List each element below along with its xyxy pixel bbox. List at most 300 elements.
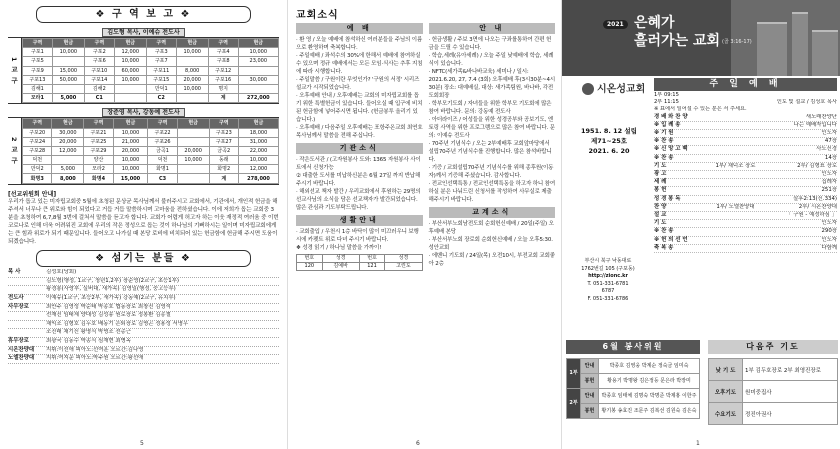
- server-names: 전재진 임태체 양대성 김성송 원로장로 정봉환 김종철: [46, 312, 171, 319]
- table-cell: 31,000: [239, 137, 279, 146]
- server-names: 황경봉(사랑부, 실버대, 새가족) 김영일(행정, 중고등부): [46, 286, 176, 293]
- table-cell: 30,000: [52, 128, 84, 137]
- cover-title: 은혜가 흘러가는 교회: [634, 15, 721, 49]
- worship-item-leader: [704, 155, 767, 162]
- table-cell: [177, 128, 209, 137]
- header-cell: 구역: [148, 119, 177, 128]
- mission-notice-body: 우리가 돕고 있는 미자립교회중 5월에 초청된 문상균 목사님께서 불러주시고 교회에서, 기관에서, 개인적 헌금을 해 주셔서 너무나 큰 위로와 힘이 되었다고 거듭 거듭 말씀하시며 고마움을 전하셨습니다. 이에 저희가 돕는 교회중 3분을 초청하여 6,7,8월 3번에 걸쳐서 말씀을 듣고자 합니다. 교회가 어렵게 허고자 하는 이웃 재정적 여러움 중 이번 코로나로 인해 더욱 어려워진 교회에 우리의 작은 정성으로 돕는 것이 하나님의 기뻐하시는 일이며 미자립교회에게는 큰 힘과 위로가 되기 때문입니다. 들어오고 나가실 때 본당 로비에 비치되어 있는 헌금함에 헌금해 주시면 도움이 되겠습니다.: [8, 198, 279, 246]
- table-cell: 15,000: [113, 174, 148, 183]
- address-line: http://zionc.kr: [588, 273, 628, 279]
- table-cell: 구포2: [84, 48, 114, 57]
- names-cell: 황용기 박명왕 김은정등 문은라 박장미: [599, 374, 700, 389]
- news-item: · 학습,세례(유아세례) / 오늘 주일 낮예배에 학습, 세례식이 있습니다.: [428, 53, 554, 67]
- worship-item-detail: 인도자: [821, 171, 837, 178]
- table-cell: 10,000: [239, 156, 279, 165]
- table-cell: 20,000: [176, 75, 208, 84]
- prayer-type: 낮 기 도: [709, 359, 743, 381]
- worship-item-detail: 사도신경: [816, 146, 837, 153]
- table-cell: 구포15: [146, 75, 176, 84]
- table-cell: 계: [209, 174, 238, 183]
- table-cell: 12,000: [52, 146, 84, 155]
- table-cell: 10,000: [238, 48, 278, 57]
- server-row: [8, 269, 279, 278]
- worship-item-name: ※ 헌 의 선 언: [654, 236, 688, 243]
- header-cell: 구역: [208, 39, 238, 48]
- header-cell: 구역: [84, 119, 113, 128]
- table-row: [23, 57, 279, 66]
- server-names: 지휘:여지운 피아노:박주원 오르간:황선애: [46, 355, 144, 362]
- worship-item-leader: [704, 130, 767, 137]
- names-cell: 황기봉 송효진 조문주 김복선 김원숙 김은숙: [599, 404, 700, 419]
- table-cell: 성경: [322, 255, 359, 263]
- worship-item: [654, 179, 837, 187]
- table-row: [709, 359, 838, 381]
- table-cell: 구포10: [84, 66, 114, 75]
- table-row: [23, 48, 279, 57]
- table-cell: 구포9: [23, 66, 53, 75]
- prayer-type: 오후기도: [709, 381, 743, 403]
- server-role: [8, 286, 46, 294]
- table-row: [297, 255, 423, 263]
- table-cell: 고린도: [385, 263, 422, 271]
- news-item: · 70주년 기념식수 / 오는 2부예배후 교회앞마당에서 설립70주년 기념식수를 진행합니다. 많은 참석바랍니다.: [428, 141, 552, 163]
- worship-item: [654, 187, 837, 195]
- table-row: [567, 404, 700, 419]
- life-guide-label: 생활안내: [296, 215, 423, 226]
- worship-item-name: ※ 신 앙 고 백: [654, 146, 688, 153]
- address-line: 부산시 북구 낙동대로: [584, 258, 632, 264]
- worship-item: [654, 204, 837, 212]
- prayer-names: 1부 김두호장로 2부 최영진장로: [743, 359, 838, 381]
- issue-line: 1951. 8. 12 설립: [581, 127, 637, 135]
- worship-item-leader: [704, 237, 767, 244]
- table-cell: 10,000: [113, 165, 148, 174]
- worship-item-leader: [704, 171, 767, 178]
- role-cell: 봉헌: [581, 404, 599, 419]
- prayer-title: 다음주 기도: [708, 340, 838, 354]
- server-role: 휴무장로: [8, 337, 29, 344]
- cover-panel: [561, 0, 840, 449]
- table-cell: [114, 94, 146, 103]
- server-row: [8, 347, 279, 356]
- table-cell: 21,000: [113, 137, 148, 146]
- table-row: [23, 94, 279, 103]
- worship-item-name: 성 경 봉 독: [654, 195, 681, 202]
- table-cell: 화명3: [23, 174, 52, 183]
- cover-verse: (골 3:16-17): [722, 39, 752, 45]
- address-line: 6787: [601, 288, 615, 294]
- table-cell: 10,000: [114, 57, 146, 66]
- header-cell: 현금: [176, 39, 208, 48]
- table-cell: 10,000: [113, 128, 148, 137]
- worship-item: [654, 245, 837, 253]
- volunteers-title: 6월 봉사위원: [566, 340, 700, 354]
- worship-times: 1부 09:15 2부 11:15 인도 및 설교 / 김성호 목사 ※ 표에서 일어설 수 있는 분은 서 주세요.: [654, 92, 837, 113]
- table-cell: 구포16: [208, 75, 238, 84]
- table-cell: C1: [84, 94, 114, 103]
- table-cell: 구포1: [23, 48, 53, 57]
- table-cell: 모라2: [84, 165, 113, 174]
- header-cell: 구역: [23, 119, 52, 128]
- table-cell: 구포5: [23, 57, 53, 66]
- header-cell: 현금: [177, 119, 209, 128]
- server-names: 최광국 김동수 박종식 심재현 최병옥: [46, 337, 131, 344]
- district1-pastor: 김도형 목사, 이예슈 전도사: [8, 28, 279, 37]
- header-cell: 현금: [114, 39, 146, 48]
- table-header-row: [23, 119, 279, 128]
- servers-list: [8, 269, 279, 364]
- table-cell: 8,000: [176, 66, 208, 75]
- guide-label: 안 내: [429, 23, 556, 34]
- worship-item-name: ※ 찬 송: [654, 228, 674, 235]
- worship-item-leader: [704, 138, 767, 145]
- table-row: [23, 84, 279, 93]
- news-item: · 학부모기도회 / 자녀들을 위한 학부모 기도회에 많은 참여 바랍니다. 문의: 강동예 전도사: [428, 101, 552, 115]
- worship-item-detail: 인도자: [821, 130, 837, 137]
- server-row: [8, 286, 279, 295]
- table-cell: 구포4: [208, 48, 238, 57]
- table-cell: 12,000: [239, 165, 279, 174]
- worship-item-leader: [704, 212, 767, 219]
- header-cell: 구역: [209, 119, 238, 128]
- table-cell: 화명4: [84, 174, 113, 183]
- role-cell: 안내: [581, 359, 599, 374]
- header-cell: 현금: [52, 119, 84, 128]
- worship-order: [654, 78, 837, 253]
- news-item: · 아더라이즈 / 어성들을 위한 성경공부와 공보기도, 엔토링 사역을 위한 프로그램으로 많은 참여 바랍니다. 문의: 이예슈 전도사: [428, 117, 555, 139]
- address-line: 1762번길 105 (구포동): [581, 265, 635, 272]
- worship-item-name: ※ 찬 송: [654, 138, 674, 145]
- table-row: [709, 403, 838, 425]
- worship-item-detail: 2부/ 시온찬양대: [798, 203, 837, 210]
- news-item: · 환 영 / 오늘 예배에 참석하신 여러분들을 주님의 이름으로 환영하며 축복합니다.: [296, 37, 423, 51]
- table-cell: 구포13: [23, 75, 53, 84]
- server-row: [8, 321, 279, 330]
- table-cell: 구포8: [208, 57, 238, 66]
- worship-item-name: 축 복 송: [654, 244, 674, 251]
- server-row: [8, 278, 279, 287]
- denomination-news-label: 교계소식: [429, 207, 556, 218]
- news-item: · 부산서부노회 장로회 순회헌신예배 / 오늘 오후5:30. 성안교회: [428, 237, 553, 251]
- worship-item-detail: 2부/ 김형표 장로: [797, 162, 837, 169]
- table-cell: 구포14: [84, 75, 114, 84]
- table-cell: 10,000: [52, 48, 84, 57]
- table-cell: 구포26: [148, 137, 177, 146]
- server-row: [8, 329, 279, 338]
- server-row: [8, 312, 279, 321]
- table-cell: 덕천: [148, 156, 177, 165]
- table-cell: 양산: [84, 156, 113, 165]
- table-cell: 구포22: [148, 128, 177, 137]
- table-row: [23, 66, 279, 75]
- table-cell: 덕천: [23, 156, 52, 165]
- server-row: [8, 295, 279, 304]
- district2-section: [8, 117, 279, 184]
- table-cell: [238, 84, 278, 93]
- church-address: [564, 258, 652, 303]
- worship-item-detail: 인도자: [821, 220, 837, 227]
- worship-label: 예 배: [296, 23, 423, 34]
- table-cell: 278,000: [239, 174, 279, 183]
- table-cell: 번호: [359, 255, 385, 263]
- bible-reading-table: [296, 254, 423, 271]
- worship-item-leader: [704, 196, 767, 203]
- table-row: [297, 263, 423, 271]
- news-item: ❖ 성경 읽기 / 하나님 말씀을 가까이!: [296, 245, 382, 251]
- header-cell: 구역: [84, 39, 114, 48]
- table-row: [709, 381, 838, 403]
- issue-info: [566, 126, 652, 156]
- table-row: [567, 389, 700, 404]
- server-role: 전도사: [8, 294, 24, 301]
- table-cell: 18,000: [239, 128, 279, 137]
- news-item: · 주일예배 / 좌석수의 30%에 한해서 예배에 참여하실 수 있으며 정규 예배에서는 모든 모임·식사는 추후 지침에 따라 시행합니다.: [296, 53, 423, 75]
- table-cell: 10,000: [176, 84, 208, 93]
- table-cell: [176, 94, 208, 103]
- page-number: 5: [140, 440, 144, 447]
- table-cell: 김해2: [84, 84, 114, 93]
- prayer-names: 정진아권사: [743, 403, 838, 425]
- table-cell: 60,000: [114, 66, 146, 75]
- table-cell: 20,000: [52, 137, 84, 146]
- news-left-column: [296, 23, 423, 271]
- table-cell: 20,000: [177, 146, 209, 155]
- header-cell: 구역: [146, 39, 176, 48]
- table-row: [23, 174, 279, 183]
- news-item: · 주일말씀 / 구원이란 무엇인가? '구원의 서정' 시리즈설교가 시작되었습니다.: [296, 77, 420, 91]
- issue-line: 2021. 6. 20: [588, 147, 630, 155]
- table-cell: 10,000: [177, 156, 209, 165]
- table-cell: [52, 156, 84, 165]
- worship-item-detail: 집례자: [821, 179, 837, 186]
- worship-item-leader: [704, 179, 767, 186]
- church-logo: 시온성교회: [582, 80, 645, 95]
- table-row: [567, 359, 700, 374]
- table-cell: 만덕1: [146, 84, 176, 93]
- table-cell: 20,000: [113, 146, 148, 155]
- table-cell: 금곡2: [209, 146, 238, 155]
- table-cell: 명지: [208, 84, 238, 93]
- district2-pastor: 장준영 목사, 강동예 전도사: [8, 108, 279, 117]
- worship-item: [654, 155, 837, 163]
- worship-item-name: 설 교: [654, 212, 667, 219]
- volunteers-table: [566, 358, 700, 419]
- table-cell: 모라1: [23, 94, 53, 103]
- worship-item-detail: 살후2:13(신.334): [793, 195, 837, 202]
- server-row: [8, 304, 279, 313]
- worship-item: [654, 114, 837, 122]
- server-names: 이예슈(1교구, 초등2부, 새가족) 강동예(2교구, 유치부): [46, 294, 176, 301]
- table-cell: 121: [359, 263, 385, 271]
- table-cell: 5,000: [52, 94, 84, 103]
- table-cell: 구포21: [84, 128, 113, 137]
- worship-item: [654, 163, 837, 171]
- worship-item: [654, 130, 837, 138]
- table-cell: 12,000: [114, 48, 146, 57]
- table-header-row: [23, 39, 279, 48]
- header-cell: 구역: [23, 39, 53, 48]
- header-cell: 현금: [113, 119, 148, 128]
- table-cell: 구포23: [209, 128, 238, 137]
- worship-item-name: 기 도: [654, 162, 667, 169]
- table-cell: 성경: [385, 255, 422, 263]
- table-cell: 10,000: [113, 156, 148, 165]
- news-item: · 기증 / 교회설립70주년 기념식수를 위해 종후원(이동자)께서 기증해 주셨습니다. 감사합니다.: [428, 165, 554, 179]
- worship-item-detail: 290장: [821, 228, 837, 235]
- server-names: 채익조 김형호 김두호 배동기 은퇴장로 김명곤 정용성 서명우: [46, 320, 189, 327]
- table-cell: [114, 84, 146, 93]
- org-news-label: 기관소식: [296, 143, 423, 154]
- server-names: 김성호(당회): [46, 269, 77, 276]
- table-cell: 120: [297, 263, 323, 271]
- worship-item: [654, 237, 837, 245]
- table-cell: 구포20: [23, 128, 52, 137]
- worship-item: [654, 212, 837, 220]
- worship-item-detail: 14장: [824, 154, 837, 161]
- news-item: ② 대출한 도서를 미납하신분은 6월 27일 까지 반납해 주시기 바랍니다.: [296, 173, 421, 187]
- cover-image: [562, 0, 840, 76]
- district1-table: [22, 38, 279, 103]
- table-cell: 구포29: [84, 146, 113, 155]
- service-group: 1부: [567, 359, 581, 389]
- table-cell: 구포28: [23, 146, 52, 155]
- news-item: · 부산서부노회남전도회 순회헌신예배 / 20일(주일) 오후예배 본당: [428, 221, 554, 235]
- worship-item-leader: [704, 245, 767, 252]
- district1-section: [8, 37, 279, 104]
- server-names: 김도형(행정, 1교구, 청년1,2부) 장준영(2교구, 초등1부): [46, 277, 180, 284]
- table-cell: 272,000: [238, 94, 278, 103]
- worship-item: [654, 146, 837, 154]
- prayer-type: 수요기도: [709, 403, 743, 425]
- worship-item-leader: 1부/ 채덕조 장로: [715, 162, 756, 169]
- server-role: 목 사: [8, 269, 21, 276]
- news-item: · 오후예배 안내 / 오후예배는 교회의 미자립교회를 돕기 위한 특별헌금이 있습니다. 들어오실 때 입구에 비치된 헌금함에 넣어주시면 됩니다. (헌금봉투 올리기 있습니다.): [296, 93, 423, 123]
- table-row: [23, 75, 279, 84]
- district2-label: 2 교 구: [8, 118, 22, 183]
- worship-item-detail: 나는 예배자입니다: [793, 121, 837, 128]
- server-names: 지휘:이선애 피아노:선여훈 오르간:김나영: [46, 346, 144, 353]
- table-cell: 화명1: [148, 165, 177, 174]
- server-names: 조진래 채기신 황명식 박명조 전총근: [46, 329, 131, 336]
- worship-item-leader: [704, 220, 767, 227]
- year-badge: 2021: [603, 20, 628, 29]
- worship-item-leader: [704, 122, 767, 129]
- table-cell: 계: [208, 94, 238, 103]
- server-role: 노엘찬양대: [8, 355, 35, 362]
- page-5-panel: [0, 0, 287, 449]
- table-row: [23, 137, 279, 146]
- issue-line: 제71~25호: [590, 137, 628, 145]
- server-row: [8, 355, 279, 364]
- worship-item-name: ※ 기 원: [654, 130, 674, 137]
- table-cell: 10,000: [114, 75, 146, 84]
- worship-item-leader: [704, 114, 767, 121]
- header-cell: 현금: [52, 39, 84, 48]
- table-cell: 구포12: [208, 66, 238, 75]
- worship-item-detail: 다함께: [821, 244, 837, 251]
- table-cell: 동래: [209, 156, 238, 165]
- table-cell: [176, 57, 208, 66]
- table-cell: 김해1: [23, 84, 53, 93]
- server-role: [8, 329, 46, 337]
- news-item: · NFTC(세가족&바나바교육) 세미나 / 일시: 2021.6.20, 27, 7.4 (3회) 오후예배 후(3시30분~4시30분) 장소: 대예배실, 대상: 새가족팀원, 바나바, 각전도회회장: [428, 69, 555, 99]
- service-group: 2부: [567, 389, 581, 419]
- news-item: · 작은도서관 / (고자원봉사 도와: 1365 자원봉사 사이트에서 신청가능: [296, 157, 421, 171]
- table-cell: 김예바: [322, 263, 359, 271]
- table-cell: 15,000: [52, 66, 84, 75]
- news-right-column: [429, 23, 556, 271]
- table-cell: 구포24: [23, 137, 52, 146]
- table-cell: C3: [148, 174, 177, 183]
- table-cell: 번호: [297, 255, 323, 263]
- table-row: [567, 374, 700, 389]
- table-cell: 구포7: [146, 57, 176, 66]
- table-cell: 만덕2: [23, 165, 52, 174]
- table-cell: 화명2: [209, 165, 238, 174]
- table-cell: [177, 137, 209, 146]
- table-cell: 구포6: [84, 57, 114, 66]
- names-cell: 박종호 임태체 김명숙 박명준 박제홍 이한주: [599, 389, 700, 404]
- server-role: 사무장로: [8, 303, 29, 310]
- table-cell: [177, 174, 209, 183]
- table-cell: 10,000: [176, 48, 208, 57]
- worship-item-name: ※ 입 례 송: [654, 121, 681, 128]
- worship-item-name: 찬 양: [654, 203, 667, 210]
- table-cell: 구포3: [146, 48, 176, 57]
- news-item: · 오후예배 / 다음주일 오후예배는 포항주온교회 최연호 목사님께서 말씀을 전해 주십니다.: [296, 125, 423, 139]
- table-cell: 50,000: [52, 75, 84, 84]
- worship-item-name: 경 배 와 찬 양: [654, 113, 688, 120]
- table-cell: 구포27: [209, 137, 238, 146]
- district-report-title: ❖ 구 역 보 고 ❖: [36, 6, 251, 23]
- worship-item-name: 기 도: [654, 220, 667, 227]
- address-line: T. 051-331-6781: [587, 280, 629, 287]
- news-item: · 해외선교 책자 발간 / 우리교회에서 후원하는 29명의 선교사님의 소식을 담은 선교책자가 발간되었습니다. 많은 관심과 기도부탁드립니다.: [296, 189, 421, 211]
- servers-title: ❖ 섬기는 분들 ❖: [36, 250, 251, 267]
- worship-item: [654, 171, 837, 179]
- mission-notice-title: [선교위원회 안내]: [8, 190, 57, 198]
- table-cell: 구포25: [84, 137, 113, 146]
- worship-item-name: 봉 헌: [654, 187, 667, 194]
- table-cell: C2: [146, 94, 176, 103]
- news-item: · 에벤니 기도회 / 24일(목) 오전10시, 부전교회 교회좋아 2층: [428, 253, 555, 267]
- worship-item-leader: 1부/ 노엘찬양대: [716, 203, 755, 210]
- table-cell: [52, 84, 84, 93]
- church-logo-icon: [582, 83, 594, 95]
- table-cell: 23,000: [238, 57, 278, 66]
- role-cell: 봉헌: [581, 374, 599, 389]
- worship-item-detail: 47장: [824, 138, 837, 145]
- page-number: 6: [416, 440, 420, 447]
- header-cell: 현금: [238, 39, 278, 48]
- worship-item-leader: [704, 146, 767, 153]
- table-row: [23, 156, 279, 165]
- worship-item: [654, 122, 837, 130]
- header-cell: 현금: [239, 119, 279, 128]
- table-cell: [177, 165, 209, 174]
- worship-item: [654, 196, 837, 204]
- server-row: [8, 338, 279, 347]
- worship-item-detail: 인도자: [821, 236, 837, 243]
- server-role: [8, 278, 46, 286]
- church-news-header: 교회소식: [296, 10, 339, 21]
- server-names: 최만주 김영성 박순태 박종호 협동장로 최창진 김영석: [46, 303, 171, 310]
- district2-table: [22, 118, 279, 183]
- news-item: · 헌금생활 / 주보 3면에 나오는 구좌를통하여 간편 헌금을 드릴 수 있습니다.: [428, 37, 552, 51]
- server-role: [8, 312, 46, 320]
- table-cell: 22,000: [239, 146, 279, 155]
- prayer-names: 원미중집사: [743, 381, 838, 403]
